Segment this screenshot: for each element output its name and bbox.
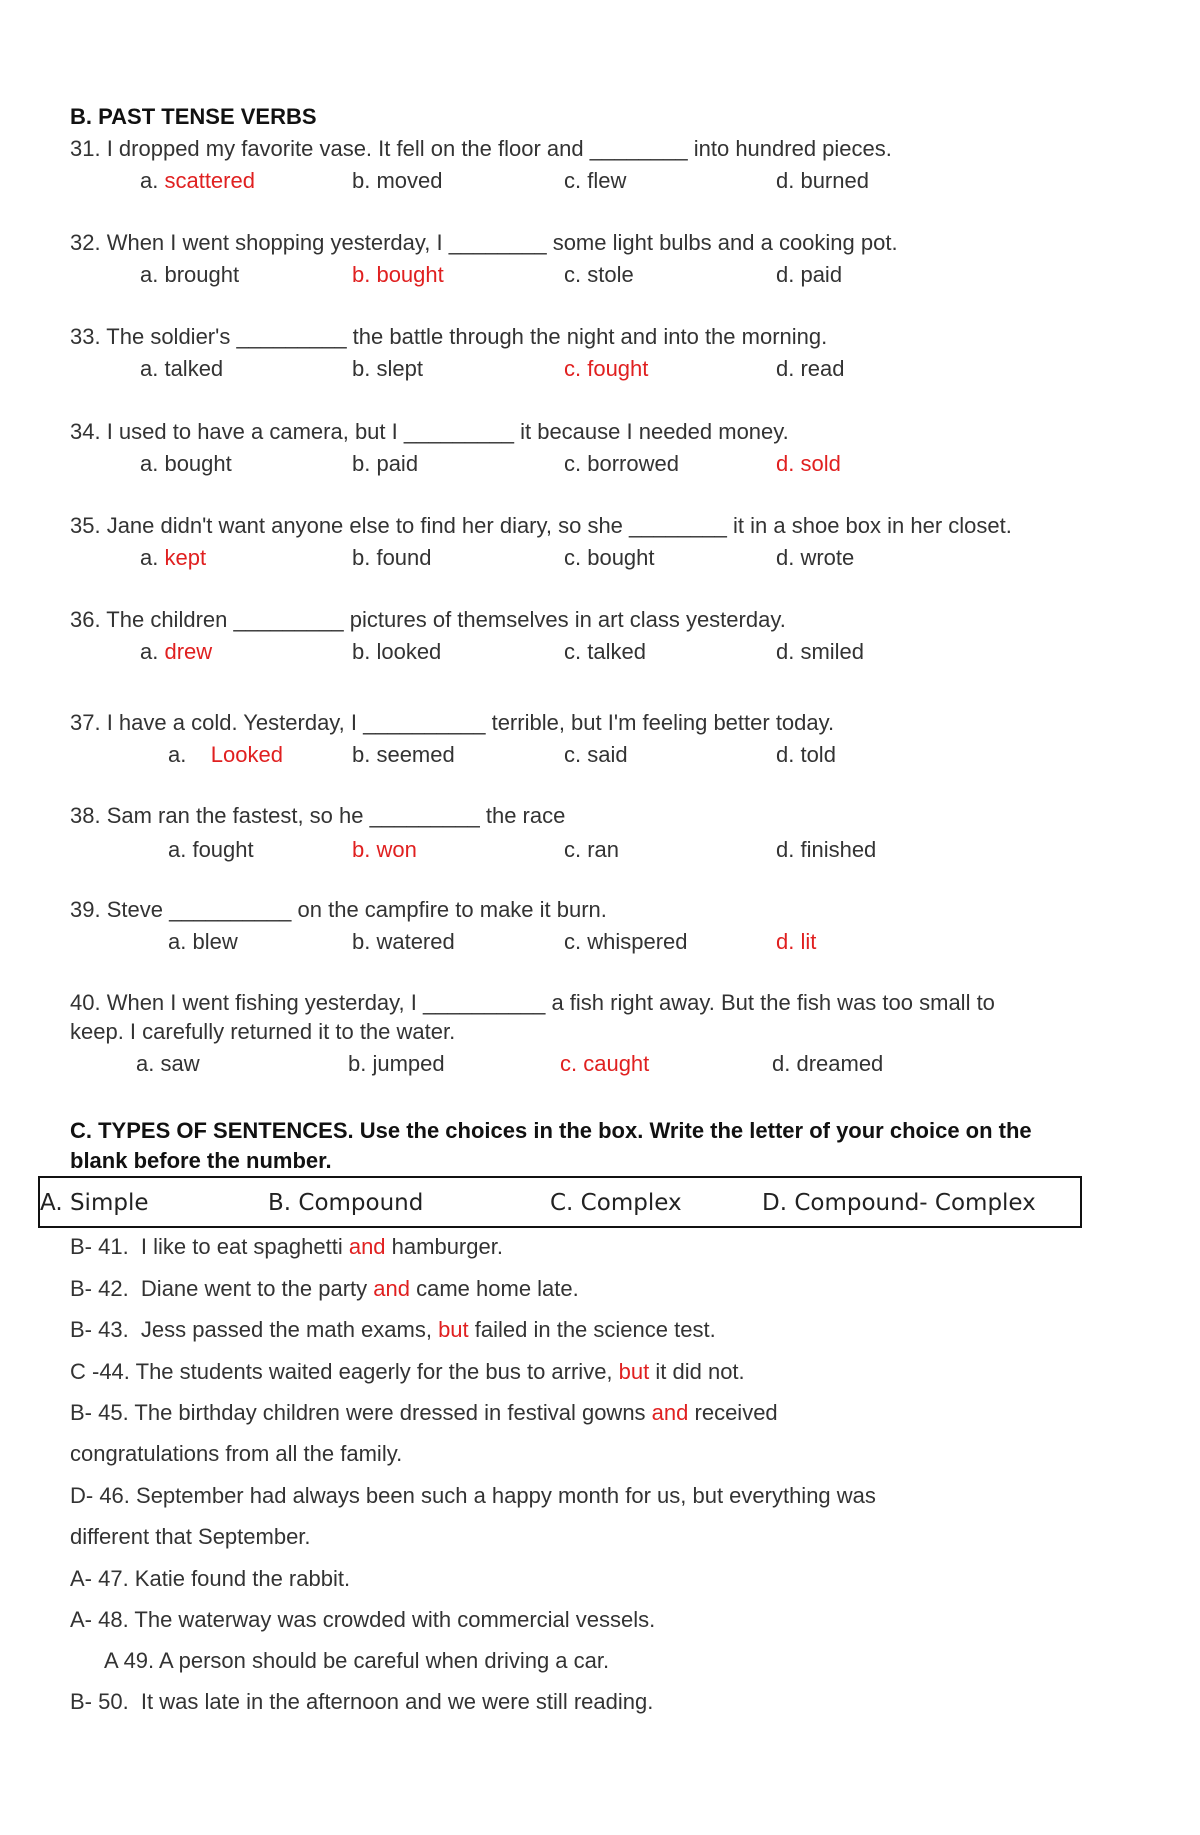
sentence-item: A 49. A person should be careful when driving a car. [104, 1648, 610, 1673]
question-32-option-a: a. brought [140, 262, 240, 287]
question-39-option-b: b. watered [352, 929, 455, 954]
question-37-stem: 37. I have a cold. Yesterday, I __________ terrible, but I'm feeling better today. [70, 710, 835, 735]
choices-box [38, 1176, 1082, 1228]
section-c-heading-line1: C. TYPES OF SENTENCES. Use the choices in the box. Write the letter of your choice on the [70, 1118, 1032, 1143]
choice-compound-complex: D. Compound- Complex [762, 1190, 1036, 1216]
question-31-option-c: c. flew [564, 168, 627, 193]
question-39-stem: 39. Steve __________ on the campfire to make it burn. [70, 897, 607, 922]
sentence-item: different that September. [70, 1524, 311, 1549]
question-37-option-a: a. Looked [168, 742, 283, 767]
question-39-option-d: d. lit [776, 929, 817, 954]
choice-simple: A. Simple [40, 1190, 149, 1216]
question-40-option-d: d. dreamed [772, 1051, 884, 1076]
sentence-item: B- 41. I like to eat spaghetti and hamburger. [70, 1234, 503, 1259]
question-36-option-d: d. smiled [776, 639, 865, 664]
question-40-option-b: b. jumped [348, 1051, 445, 1076]
question-38-option-a: a. fought [168, 837, 254, 862]
section-c-heading-line2: blank before the number. [70, 1148, 332, 1173]
question-38-option-c: c. ran [564, 837, 620, 862]
conjunction-highlight: and [373, 1276, 410, 1301]
question-34-option-b: b. paid [352, 451, 419, 476]
question-34-option-c: c. borrowed [564, 451, 679, 476]
sentence-item: B- 50. It was late in the afternoon and we were still reading. [70, 1689, 654, 1714]
question-37-option-c: c. said [564, 742, 628, 767]
question-37-option-d: d. told [776, 742, 836, 767]
question-39-option-a: a. blew [168, 929, 238, 954]
sentence-item: B- 43. Jess passed the math exams, but failed in the science test. [70, 1317, 716, 1342]
question-36-stem: 36. The children _________ pictures of themselves in art class yesterday. [70, 607, 786, 632]
section-b-heading: B. PAST TENSE VERBS [70, 104, 317, 129]
question-32-option-c: c. stole [564, 262, 634, 287]
sentence-item: congratulations from all the family. [70, 1441, 403, 1466]
sentence-item: B- 45. The birthday children were dressed in festival gowns and received [70, 1400, 778, 1425]
question-38-option-d: d. finished [776, 837, 877, 862]
question-35-option-d: d. wrote [776, 545, 855, 570]
question-31-stem: 31. I dropped my favorite vase. It fell on the floor and ________ into hundred pieces. [70, 136, 892, 161]
conjunction-highlight: but [438, 1317, 469, 1342]
conjunction-highlight: and [651, 1400, 689, 1425]
question-33-stem: 33. The soldier's _________ the battle through the night and into the morning. [70, 324, 828, 349]
choice-compound: B. Compound [268, 1190, 424, 1216]
question-40-option-a: a. saw [136, 1051, 200, 1076]
choice-complex: C. Complex [550, 1190, 682, 1216]
conjunction-highlight: but [618, 1359, 650, 1384]
question-35-stem: 35. Jane didn't want anyone else to find her diary, so she ________ it in a shoe box in her closet. [70, 513, 1012, 538]
question-31-option-a: a. scattered [140, 168, 255, 193]
question-36-option-b: b. looked [352, 639, 442, 664]
question-31-option-d: d. burned [776, 168, 869, 193]
sentence-item: D- 46. September had always been such a happy month for us, but everything was [70, 1483, 876, 1508]
question-33-option-d: d. read [776, 356, 845, 381]
question-39-option-c: c. whispered [564, 929, 688, 954]
question-33-option-b: b. slept [352, 356, 423, 381]
sentence-item: B- 42. Diane went to the party and came home late. [70, 1276, 579, 1301]
question-40-stem-cont: keep. I carefully returned it to the water. [70, 1019, 456, 1044]
question-35-option-b: b. found [352, 545, 432, 570]
question-32-stem: 32. When I went shopping yesterday, I ________ some light bulbs and a cooking pot. [70, 230, 898, 255]
question-32-option-d: d. paid [776, 262, 843, 287]
question-32-option-b: b. bought [352, 262, 444, 287]
question-34-option-a: a. bought [140, 451, 232, 476]
question-36-option-a: a. drew [140, 639, 213, 664]
question-36-option-c: c. talked [564, 639, 646, 664]
sentence-item: A- 48. The waterway was crowded with commercial vessels. [70, 1607, 656, 1632]
question-33-option-a: a. talked [140, 356, 224, 381]
question-31-option-b: b. moved [352, 168, 443, 193]
question-33-option-c: c. fought [564, 356, 649, 381]
question-35-option-c: c. bought [564, 545, 655, 570]
question-40-stem: 40. When I went fishing yesterday, I __________ a fish right away. But the fish was too small to [70, 990, 995, 1015]
question-34-option-d: d. sold [776, 451, 841, 476]
question-38-stem: 38. Sam ran the fastest, so he _________ the race [70, 803, 566, 828]
question-34-stem: 34. I used to have a camera, but I _________ it because I needed money. [70, 419, 789, 444]
question-37-option-b: b. seemed [352, 742, 455, 767]
sentence-item: A- 47. Katie found the rabbit. [70, 1566, 351, 1591]
question-38-option-b: b. won [352, 837, 417, 862]
question-35-option-a: a. kept [140, 545, 207, 570]
conjunction-highlight: and [348, 1234, 386, 1259]
sentence-item: C -44. The students waited eagerly for the bus to arrive, but it did not. [70, 1359, 745, 1384]
question-40-option-c: c. caught [560, 1051, 650, 1076]
